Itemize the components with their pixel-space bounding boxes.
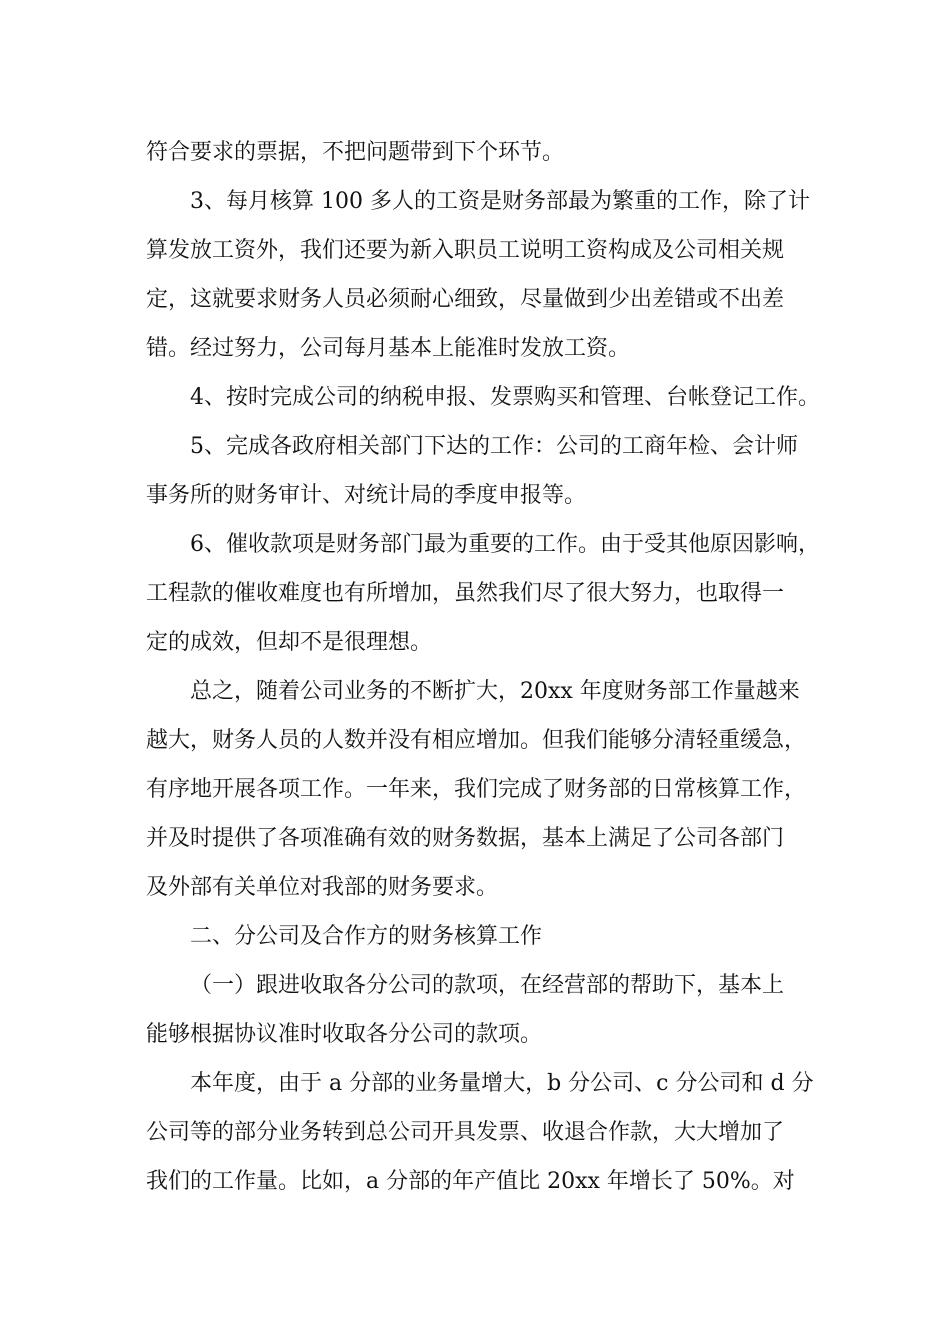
text-line: 事务所的财务审计、对统计局的季度申报等。 [146, 483, 587, 508]
text-line: 有序地开展各项工作。一年来，我们完成了财务部的日常核算工作， [146, 777, 807, 802]
text-line: 并及时提供了各项准确有效的财务数据，基本上满足了公司各部门 [146, 826, 785, 851]
text-line: 4、按时完成公司的纳税申报、发票购买和管理、台帐登记工作。 [190, 385, 820, 410]
text-line: 5、完成各政府相关部门下达的工作：公司的工商年检、会计师 [190, 434, 798, 459]
text-line: 6、催收款项是财务部门最为重要的工作。由于受其他原因影响， [190, 532, 820, 557]
text-line: 错。经过努力，公司每月基本上能准时发放工资。 [146, 336, 631, 361]
section-heading: 二、分公司及合作方的财务核算工作 [190, 924, 543, 949]
document-body [146, 128, 820, 1206]
text-line: 及外部有关单位对我部的财务要求。 [146, 875, 499, 900]
text-line: 本年度，由于 a 分部的业务量增大，b 分公司、c 分公司和 d 分 [190, 1071, 814, 1096]
text-line: 公司等的部分业务转到总公司开具发票、收退合作款，大大增加了 [146, 1120, 785, 1145]
text-line: 能够根据协议准时收取各分公司的款项。 [146, 1022, 543, 1047]
text-line: 越大，财务人员的人数并没有相应增加。但我们能够分清轻重缓急， [146, 728, 807, 753]
text-line: 定，这就要求财务人员必须耐心细致，尽量做到少出差错或不出差 [146, 287, 785, 312]
text-line: 工程款的催收难度也有所增加，虽然我们尽了很大努力，也取得一 [146, 581, 785, 606]
text-line: 算发放工资外，我们还要为新入职员工说明工资构成及公司相关规 [146, 238, 785, 263]
text-line: 3、每月核算 100 多人的工资是财务部最为繁重的工作，除了计 [190, 189, 810, 214]
text-line: 定的成效，但却不是很理想。 [146, 630, 433, 655]
text-line: （一）跟进收取各分公司的款项，在经营部的帮助下，基本上 [190, 973, 785, 998]
text-line: 总之，随着公司业务的不断扩大，20xx 年度财务部工作量越来 [190, 679, 800, 704]
text-line: 符合要求的票据，不把问题带到下个环节。 [146, 140, 565, 165]
text-line: 我们的工作量。比如，a 分部的年产值比 20xx 年增长了 50%。对 [146, 1169, 795, 1194]
